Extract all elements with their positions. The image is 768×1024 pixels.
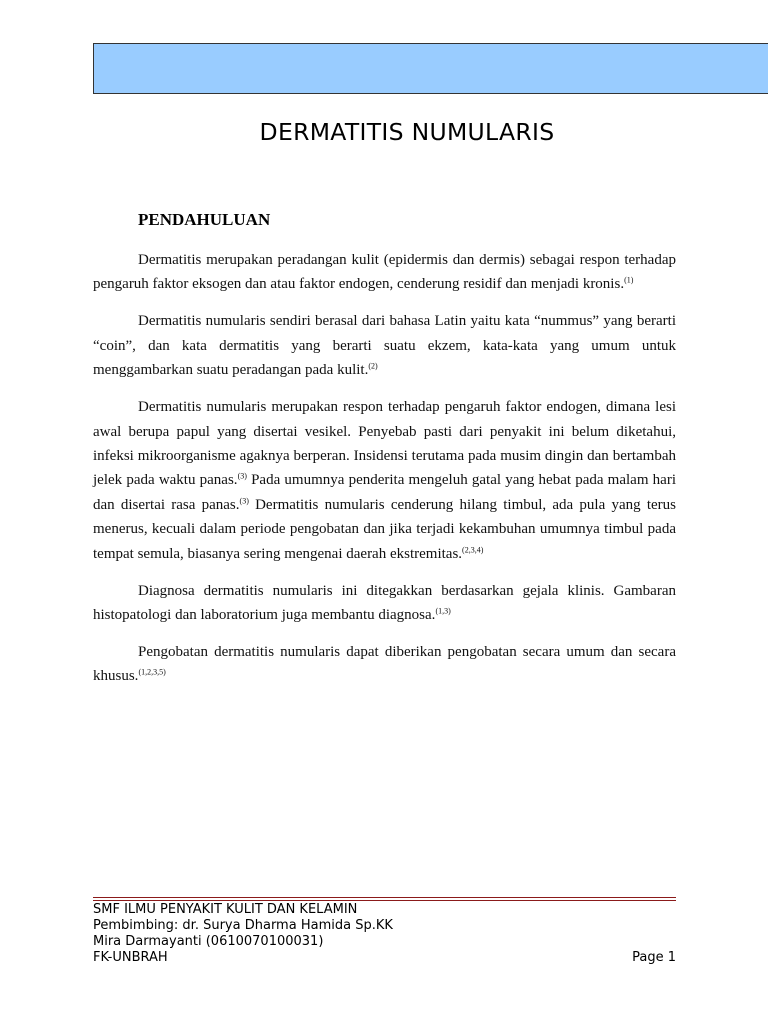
- footer-institution: FK-UNBRAH: [93, 950, 168, 965]
- paragraph-text: Pada umumnya penderita mengeluh gatal yang hebat pada malam hari dan disertai rasa panas.: [93, 472, 676, 513]
- paragraph-text: Dermatitis merupakan peradangan kulit (epidermis dan dermis) sebagai respon terhadap pengaruh faktor eksogen dan atau faktor endogen, cenderung residif dan menjadi kronis.: [93, 252, 676, 293]
- paragraph-1: [93, 248, 676, 297]
- section-heading: PENDAHULUAN: [138, 210, 271, 229]
- body-text: [93, 248, 676, 701]
- paragraph-text: Dermatitis numularis merupakan respon terhadap pengaruh faktor endogen, dimana lesi awal berupa papul yang disertai vesikel. Penyebab pasti dari penyakit ini belum diketahui, infeksi mikroorganisme agaknya berperan. Insidensi terutama pada musim dingin dan bertambah jelek pada waktu panas.: [93, 399, 676, 489]
- citation-ref: (2): [368, 361, 378, 371]
- citation-ref: (1): [624, 275, 634, 285]
- footer-author: Mira Darmayanti (0610070100031): [93, 934, 324, 949]
- document-title: DERMATITIS NUMULARIS: [259, 118, 555, 146]
- footer-supervisor: Pembimbing: dr. Surya Dharma Hamida Sp.KK: [93, 918, 393, 933]
- citation-ref: (1,2,3,5): [138, 667, 166, 677]
- paragraph-text: Diagnosa dermatitis numularis ini ditegakkan berdasarkan gejala klinis. Gambaran histopatologi dan laboratorium juga membantu diagnosa.: [93, 582, 676, 624]
- paragraph-5: [93, 640, 676, 689]
- paragraph-text: Dermatitis numularis sendiri berasal dari bahasa Latin yaitu kata “nummus” yang berarti “coin”, dan kata dermatitis yang berarti suatu ekzem, kata-kata yang umum untuk menggambarkan suatu peradangan pada kulit.: [93, 313, 676, 379]
- citation-ref: (3): [239, 496, 249, 506]
- paragraph-3: [93, 395, 676, 566]
- page-footer: [93, 902, 676, 966]
- paragraph-text: Dermatitis numularis cenderung hilang timbul, ada pula yang terus menerus, kecuali dalam periode pengobatan dan jika terjadi kekambuhan umumnya timbul pada tempat semula, biasanya sering mengenai daerah ekstremitas.: [93, 496, 676, 562]
- citation-ref: (1,3): [435, 606, 451, 616]
- citation-ref: (2,3,4): [462, 545, 484, 555]
- paragraph-4: [93, 579, 676, 628]
- citation-ref: (3): [237, 471, 247, 481]
- paragraph-text: Pengobatan dermatitis numularis dapat diberikan pengobatan secara umum dan secara khusus.: [93, 644, 676, 685]
- paragraph-2: [93, 309, 676, 382]
- page-number: Page 1: [632, 950, 676, 965]
- footer-department: SMF ILMU PENYAKIT KULIT DAN KELAMIN: [93, 902, 358, 917]
- footer-rule-bottom: [93, 900, 676, 901]
- footer-rule-top: [93, 897, 676, 898]
- header-band: [93, 43, 768, 94]
